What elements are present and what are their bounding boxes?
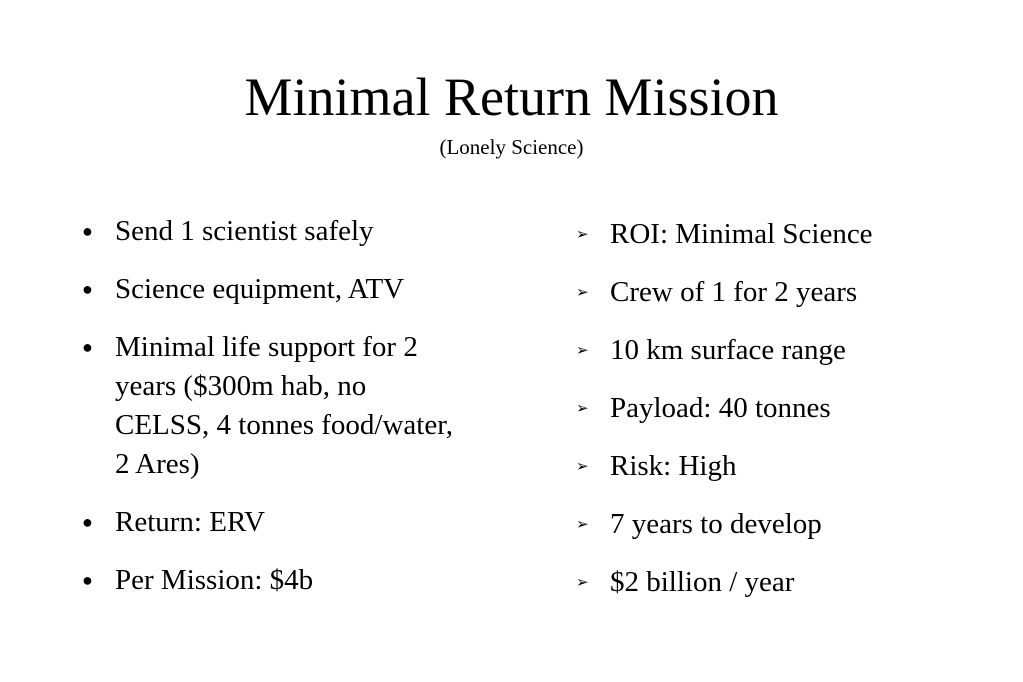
list-item-text: 7 years to develop (610, 508, 822, 540)
right-bullet-list (576, 215, 996, 621)
slide-subtitle: (Lonely Science) (439, 135, 584, 159)
left-bullet-list (80, 212, 520, 619)
list-item-text-line: CELSS, 4 tonnes food/water, (115, 409, 453, 441)
list-item-text: Per Mission: $4b (115, 564, 314, 596)
round-bullet-icon: ● (82, 512, 93, 532)
list-item (80, 212, 520, 251)
list-item (80, 270, 520, 309)
list-item (576, 447, 996, 486)
round-bullet-icon: ● (82, 570, 93, 590)
list-item-text: Return: ERV (115, 506, 265, 538)
list-item-text-line: years ($300m hab, no (115, 370, 367, 402)
arrowhead-bullet-icon: ➢ (576, 517, 589, 533)
list-item-text: 10 km surface range (610, 334, 846, 366)
list-item (576, 215, 996, 254)
list-item (80, 503, 520, 542)
arrowhead-bullet-icon: ➢ (576, 459, 589, 475)
list-item-text-line: 2 Ares) (115, 448, 200, 480)
list-item (576, 505, 996, 544)
list-item-text: Send 1 scientist safely (115, 215, 374, 247)
list-item (80, 561, 520, 600)
list-item (576, 389, 996, 428)
list-item (80, 328, 520, 484)
list-item (576, 273, 996, 312)
list-item-text: Crew of 1 for 2 years (610, 276, 858, 308)
round-bullet-icon: ● (82, 337, 93, 357)
arrowhead-bullet-icon: ➢ (576, 227, 589, 243)
round-bullet-icon: ● (82, 221, 93, 241)
list-item-text: Risk: High (610, 450, 737, 482)
list-item-text: Science equipment, ATV (115, 273, 405, 305)
slide-title: Minimal Return Mission (244, 67, 779, 127)
arrowhead-bullet-icon: ➢ (576, 401, 589, 417)
arrowhead-bullet-icon: ➢ (576, 343, 589, 359)
list-item (576, 563, 996, 602)
list-item (576, 331, 996, 370)
arrowhead-bullet-icon: ➢ (576, 285, 589, 301)
list-item-text: Payload: 40 tonnes (610, 392, 831, 424)
round-bullet-icon: ● (82, 279, 93, 299)
arrowhead-bullet-icon: ➢ (576, 575, 589, 591)
list-item-text-line: Minimal life support for 2 (115, 331, 418, 363)
list-item-text: $2 billion / year (610, 566, 795, 598)
list-item-text: ROI: Minimal Science (610, 218, 873, 250)
